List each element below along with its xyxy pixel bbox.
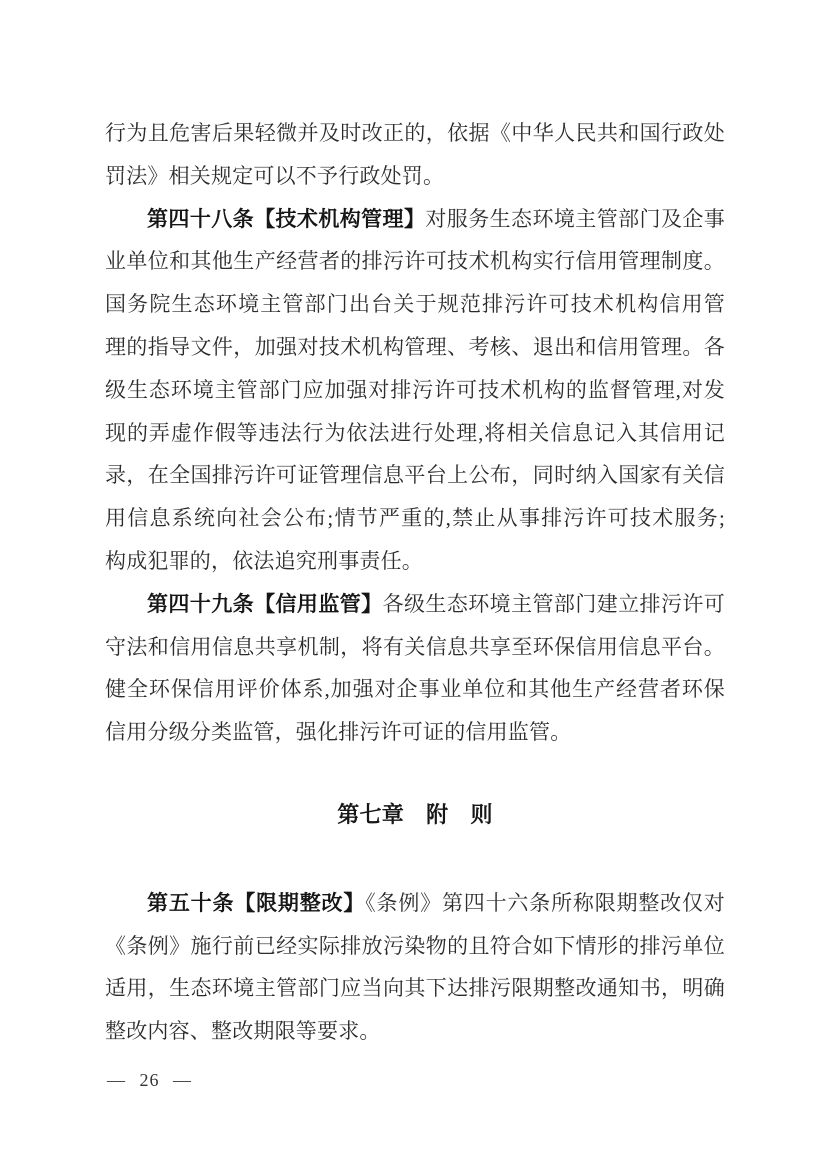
text-line — [105, 240, 725, 283]
article-title-text: 第五十条【限期整改】 — [147, 891, 366, 915]
body-text: 级生态环境主管部门应加强对排污许可技术机构的监督管理,对发 — [105, 377, 725, 402]
text-line — [105, 497, 725, 540]
body-text: 行为且危害后果轻微并及时改正的，依据《中华人民共和国行政处 — [105, 121, 725, 145]
article-title-text: 第四十八条【技术机构管理】 — [147, 207, 426, 231]
page-number: — 26 — — [107, 1070, 192, 1090]
body-text: 构成犯罪的，依法追究刑事责任。 — [105, 548, 423, 573]
body-text: 罚法》相关规定可以不予行政处罚。 — [105, 163, 445, 188]
body-text: 对服务生态环境主管部门及企事 — [425, 206, 725, 231]
text-line — [105, 583, 725, 626]
article-title-text: 第四十九条【信用监管】 — [147, 592, 383, 616]
body-text: 理的指导文件，加强对技术机构管理、考核、退出和信用管理。各 — [105, 334, 725, 359]
body-text: 各级生态环境主管部门建立排污许可 — [382, 591, 726, 616]
text-line — [105, 326, 725, 369]
text-line — [105, 882, 725, 925]
chapter-heading — [105, 794, 725, 837]
body-text: 信用分级分类监管，强化排污许可证的信用监管。 — [105, 720, 572, 745]
body-text: 国务院生态环境主管部门出台关于规范排污许可技术机构信用管 — [105, 292, 725, 317]
text-line — [105, 711, 725, 754]
body-text: 录，在全国排污许可证管理信息平台上公布，同时纳入国家有关信 — [105, 463, 725, 488]
text-line — [105, 1010, 725, 1053]
body-text: 现的弄虚作假等违法行为依法进行处理,将相关信息记入其信用记 — [105, 420, 725, 445]
document-lines — [105, 112, 725, 1053]
text-line — [105, 540, 725, 583]
text-line — [105, 668, 725, 711]
body-text: 用信息系统向社会公布;情节严重的,禁止从事排污许可技术服务; — [105, 506, 725, 531]
body-text: 健全环保信用评价体系,加强对企事业单位和其他生产经营者环保 — [105, 677, 725, 702]
text-line — [105, 412, 725, 455]
body-text: 整改内容、整改期限等要求。 — [105, 1019, 381, 1044]
body-text: 守法和信用信息共享机制，将有关信息共享至环保信用信息平台。 — [105, 634, 725, 659]
text-line — [105, 967, 725, 1010]
text-line — [105, 198, 725, 241]
text-line — [105, 112, 725, 155]
text-line — [105, 626, 725, 669]
text-line — [105, 925, 725, 968]
body-text: 《条例》第四十六条所称限期整改仅对 — [365, 890, 726, 915]
text-line — [105, 283, 725, 326]
text-line — [105, 155, 725, 198]
body-text: 适用，生态环境主管部门应当向其下达排污限期整改通知书，明确 — [105, 976, 725, 1001]
article-title-text: 第七章 附 则 — [337, 801, 493, 827]
body-text: 《条例》施行前已经实际排放污染物的且符合如下情形的排污单位 — [105, 933, 725, 958]
text-line — [105, 369, 725, 412]
body-text: 业单位和其他生产经营者的排污许可技术机构实行信用管理制度。 — [105, 249, 725, 274]
text-line — [105, 454, 725, 497]
